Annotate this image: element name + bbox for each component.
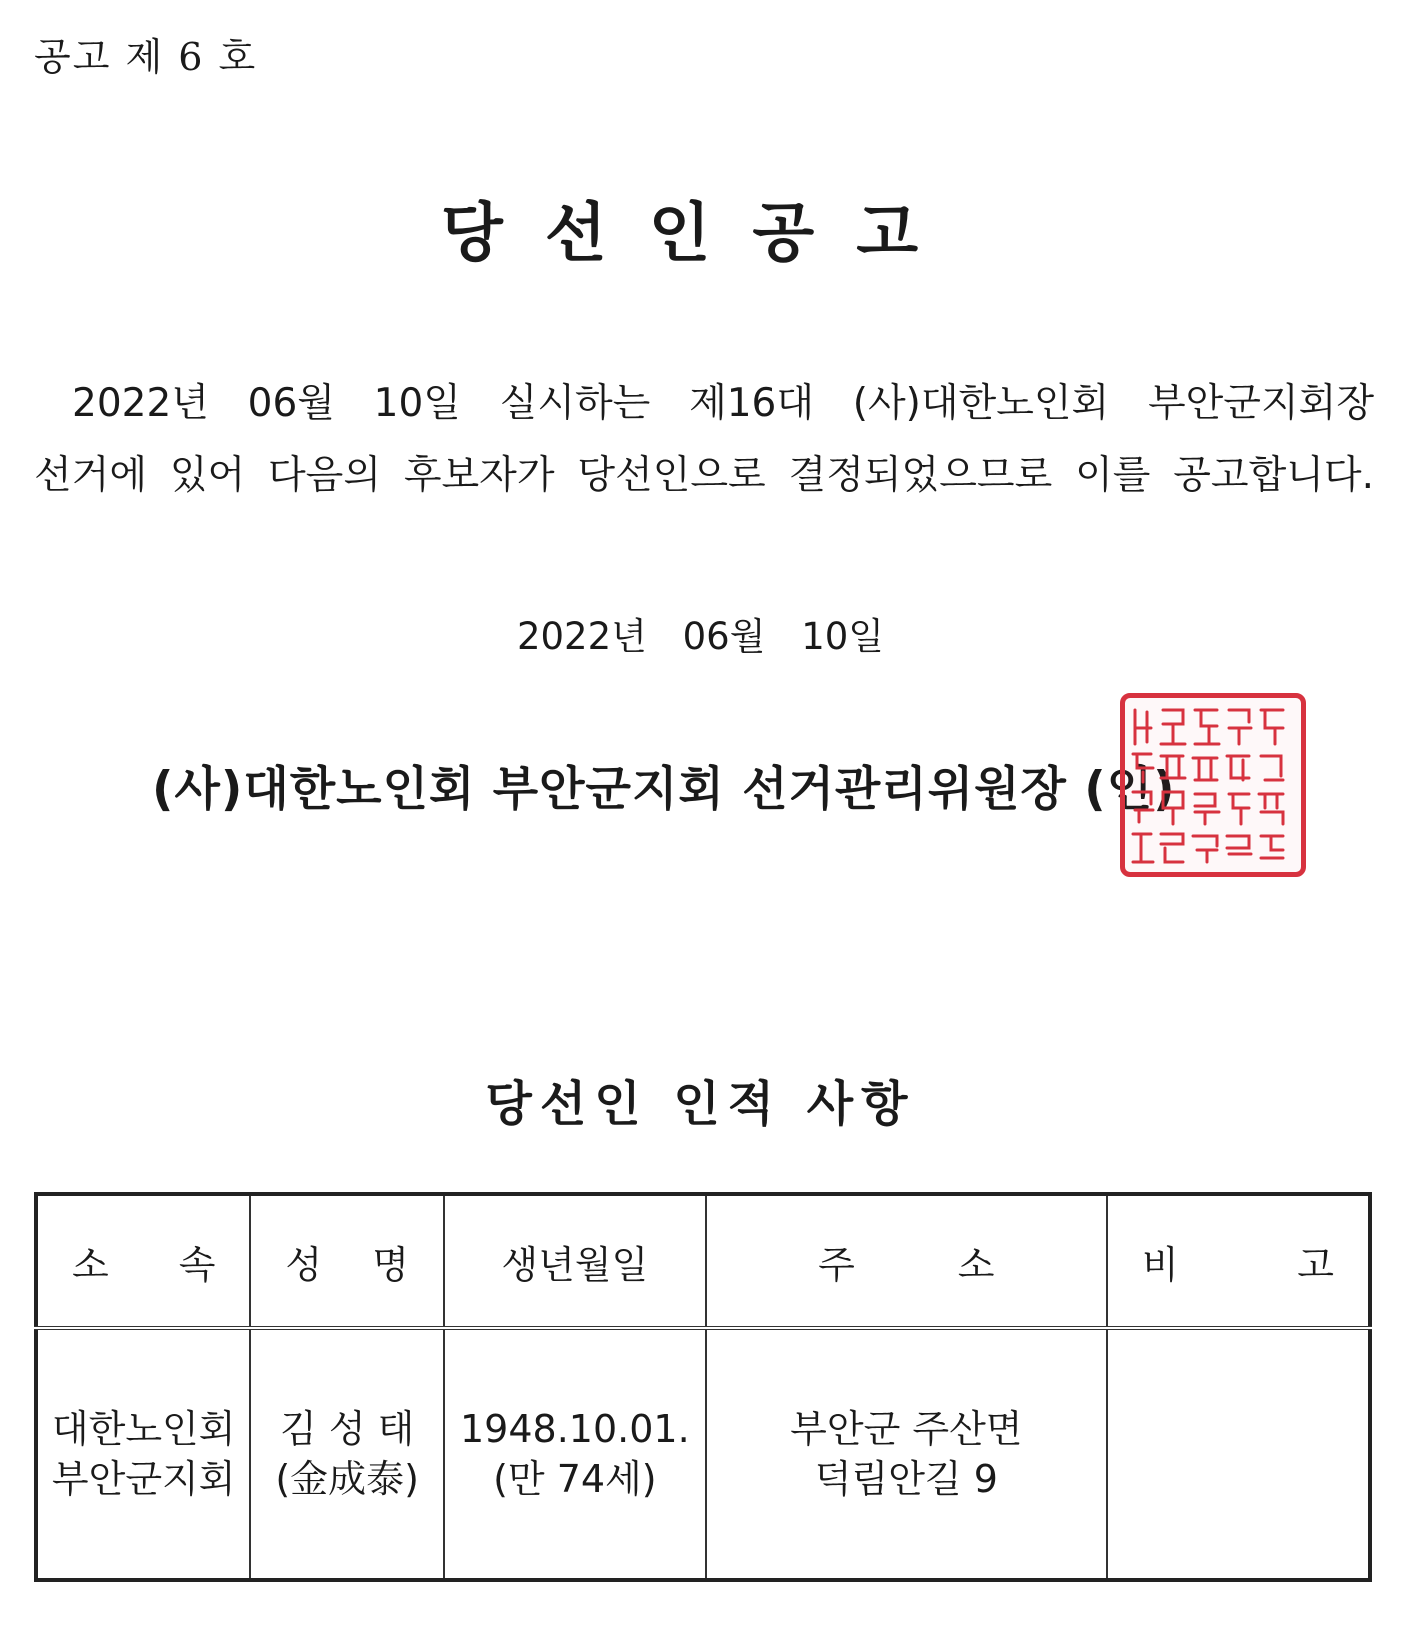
announcement-line-1: 2022년 06월 10일 실시하는 제16대 (사)대한노인회 부안군지회장 [72, 381, 1374, 426]
cell-remarks [1107, 1328, 1370, 1580]
section-subtitle: 당선인 인적 사항 [485, 1076, 916, 1132]
cell-name: 김 성 태 (金成泰) [250, 1328, 444, 1580]
header-address: 주 소 [706, 1194, 1107, 1328]
document-title: 당선인공고 [440, 197, 961, 271]
announcement-body [34, 368, 1374, 512]
notice-number: 공고 제 6 호 [34, 35, 258, 79]
elected-person-table [34, 1192, 1372, 1582]
header-name: 성 명 [250, 1194, 444, 1328]
signer-line: (사)대한노인회 부안군지회 선거관리위원장 (인) [152, 762, 1176, 817]
cell-address: 부안군 주산면 덕림안길 9 [706, 1328, 1107, 1580]
cell-birthdate: 1948.10.01. (만 74세) [444, 1328, 706, 1580]
announcement-date: 2022년 06월 10일 [516, 615, 885, 658]
header-remarks: 비 고 [1107, 1194, 1370, 1328]
header-affiliation: 소 속 [36, 1194, 250, 1328]
official-seal [1120, 693, 1306, 877]
table-header-row [36, 1194, 1370, 1328]
seal-glyphs [1125, 698, 1301, 872]
cell-affiliation: 대한노인회 부안군지회 [36, 1328, 250, 1580]
announcement-line-2: 선거에 있어 다음의 후보자가 당선인으로 결정되었으므로 이를 공고합니다. [34, 453, 1374, 498]
table-row [36, 1328, 1370, 1580]
header-birthdate: 생년월일 [444, 1194, 706, 1328]
